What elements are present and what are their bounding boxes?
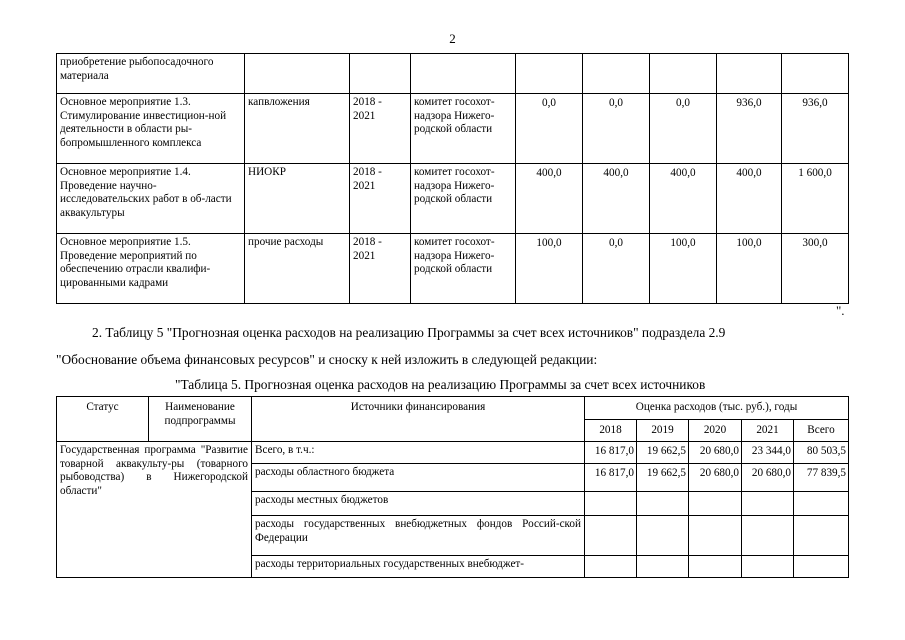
table-row bbox=[57, 164, 849, 234]
table-cell-name: Основное мероприятие 1.4. Проведение научно-исследовательских работ в об-ласти аквакультуры bbox=[57, 164, 245, 234]
header-subprogram: Наименование подпрограммы bbox=[149, 397, 252, 442]
table-cell-v2020 bbox=[650, 54, 717, 94]
table-cell-v2018: 100,0 bbox=[516, 234, 583, 304]
table-title: "Таблица 5. Прогнозная оценка расходов на реализацию Программы за счет всех источников bbox=[175, 377, 706, 392]
table-cell-name: приобретение рыбопосадочного материала bbox=[57, 54, 245, 94]
table-row bbox=[57, 94, 849, 164]
value-cell bbox=[637, 556, 689, 578]
header-status: Статус bbox=[57, 397, 149, 442]
table-cell-v2021: 400,0 bbox=[717, 164, 782, 234]
header-year-2020: 2020 bbox=[689, 419, 742, 442]
table-cell-type: прочие расходы bbox=[245, 234, 350, 304]
table-cell-v2019: 0,0 bbox=[583, 234, 650, 304]
table-cell-total: 936,0 bbox=[782, 94, 849, 164]
table-cell-type bbox=[245, 54, 350, 94]
value-cell: 20 680,0 bbox=[742, 464, 794, 492]
header-sources: Источники финансирования bbox=[252, 397, 585, 442]
value-cell bbox=[742, 492, 794, 516]
header-total: Всего bbox=[794, 419, 849, 442]
table-cell-responsible: комитет госохот-надзора Нижего-родской области bbox=[411, 94, 516, 164]
value-cell bbox=[585, 516, 637, 556]
table-cell-period: 2018 - 2021 bbox=[350, 234, 411, 304]
value-cell bbox=[585, 492, 637, 516]
paragraph-line-1: 2. Таблицу 5 "Прогнозная оценка расходов на реализацию Программы за счет всех источников" подраздела 2.9 bbox=[92, 325, 726, 340]
value-cell bbox=[585, 556, 637, 578]
value-cell: 80 503,5 bbox=[794, 442, 849, 464]
table-cell-total: 1 600,0 bbox=[782, 164, 849, 234]
table-cell-responsible: комитет госохот-надзора Нижего-родской области bbox=[411, 164, 516, 234]
table-cell-type: НИОКР bbox=[245, 164, 350, 234]
table-cell-name: Основное мероприятие 1.3. Стимулирование инвестицион-ной деятельности в области ры-бопромышленного комплекса bbox=[57, 94, 245, 164]
value-cell bbox=[794, 492, 849, 516]
header-year-2019: 2019 bbox=[637, 419, 689, 442]
funding-source-cell: Всего, в т.ч.: bbox=[252, 442, 585, 464]
table-cell-responsible bbox=[411, 54, 516, 94]
value-cell: 20 680,0 bbox=[689, 442, 742, 464]
table-row bbox=[57, 234, 849, 304]
funding-source-cell: расходы государственных внебюджетных фондов Россий-ской Федерации bbox=[252, 516, 585, 556]
table-cell-v2019: 0,0 bbox=[583, 94, 650, 164]
value-cell bbox=[689, 492, 742, 516]
table-cell-v2020: 100,0 bbox=[650, 234, 717, 304]
value-cell bbox=[689, 516, 742, 556]
table-cell-v2019 bbox=[583, 54, 650, 94]
table-cell-total bbox=[782, 54, 849, 94]
funding-source-cell: расходы местных бюджетов bbox=[252, 492, 585, 516]
table-cell-v2019: 400,0 bbox=[583, 164, 650, 234]
funding-source-cell: расходы территориальных государственных внебюджет- bbox=[252, 556, 585, 578]
value-cell: 23 344,0 bbox=[742, 442, 794, 464]
value-cell: 77 839,5 bbox=[794, 464, 849, 492]
table-cell-v2021 bbox=[717, 54, 782, 94]
program-status-cell: Государственная программа "Развитие товарной аквакульту-ры (товарного рыбоводства) в Нижегородской области" bbox=[57, 442, 252, 578]
funding-source-cell: расходы областного бюджета bbox=[252, 464, 585, 492]
paragraph-line-2: "Обоснование объема финансовых ресурсов" и сноску к ней изложить в следующей редакции: bbox=[56, 352, 598, 367]
table-row bbox=[57, 442, 849, 464]
value-cell bbox=[794, 516, 849, 556]
table-cell-period: 2018 - 2021 bbox=[350, 164, 411, 234]
table-cell-period: 2018 - 2021 bbox=[350, 94, 411, 164]
value-cell bbox=[637, 492, 689, 516]
table-cell-responsible: комитет госохот-надзора Нижего-родской области bbox=[411, 234, 516, 304]
forecast-expenses-table bbox=[56, 396, 849, 578]
table-cell-v2021: 100,0 bbox=[717, 234, 782, 304]
header-year-2021: 2021 bbox=[742, 419, 794, 442]
value-cell bbox=[742, 516, 794, 556]
table-cell-total: 300,0 bbox=[782, 234, 849, 304]
value-cell: 16 817,0 bbox=[585, 442, 637, 464]
table-row bbox=[57, 54, 849, 94]
table-cell-type: капвложения bbox=[245, 94, 350, 164]
value-cell bbox=[637, 516, 689, 556]
table-cell-v2018: 0,0 bbox=[516, 94, 583, 164]
table-cell-v2018 bbox=[516, 54, 583, 94]
table-cell-period bbox=[350, 54, 411, 94]
value-cell: 19 662,5 bbox=[637, 464, 689, 492]
value-cell: 19 662,5 bbox=[637, 442, 689, 464]
value-cell bbox=[742, 556, 794, 578]
activities-table-continued bbox=[56, 53, 849, 304]
table-cell-name: Основное мероприятие 1.5. Проведение мероприятий по обеспечению отрасли квалифи-цированными кадрами bbox=[57, 234, 245, 304]
table-cell-v2020: 0,0 bbox=[650, 94, 717, 164]
table-cell-v2021: 936,0 bbox=[717, 94, 782, 164]
header-year-2018: 2018 bbox=[585, 419, 637, 442]
value-cell bbox=[689, 556, 742, 578]
page-number: 2 bbox=[449, 31, 456, 46]
header-estimate: Оценка расходов (тыс. руб.), годы bbox=[585, 397, 849, 420]
closing-quote: ". bbox=[836, 303, 845, 318]
table-cell-v2018: 400,0 bbox=[516, 164, 583, 234]
value-cell: 20 680,0 bbox=[689, 464, 742, 492]
value-cell bbox=[794, 556, 849, 578]
table-cell-v2020: 400,0 bbox=[650, 164, 717, 234]
value-cell: 16 817,0 bbox=[585, 464, 637, 492]
